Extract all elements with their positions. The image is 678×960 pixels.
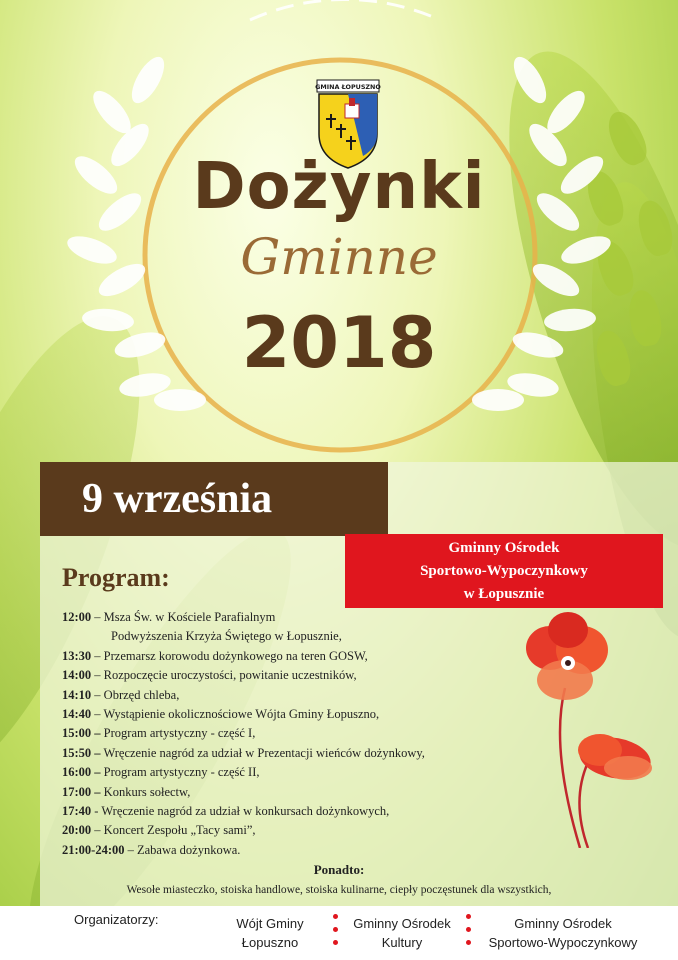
program-item: 12:00 – Msza Św. w Kościele Parafialnym — [62, 610, 276, 624]
program-item: 17:40 - Wręczenie nagród za udział w konkursach dożynkowych, — [62, 803, 390, 818]
poppy-flower — [526, 612, 608, 700]
program-item: 14:00 – Rozpoczęcie uroczystości, powitanie uczestników, — [62, 668, 357, 683]
program-item: 14:40 – Wystąpienie okolicznościowe Wójta Gminy Łopuszno, — [62, 706, 380, 721]
venue-box — [345, 534, 663, 608]
venue-line: w Łopusznie — [463, 585, 545, 602]
event-date: 9 września — [40, 462, 388, 536]
organizers-label: Organizatorzy: — [74, 912, 159, 927]
program-item: 13:30 – Przemarsz korowodu dożynkowego na teren GOSW, — [62, 648, 368, 663]
venue-line: Gminny Ośrodek — [448, 539, 560, 556]
program-item: 14:10 – Obrzęd chleba, — [62, 687, 180, 702]
poppy-flowers — [510, 608, 660, 848]
separator-dots — [466, 914, 472, 953]
organizers-footer — [0, 906, 678, 960]
venue-line: Sportowo-Wypoczynkowy — [420, 562, 588, 579]
organizer-gosw: Gminny Ośrodek Sportowo-Wypoczynkowy — [488, 916, 638, 950]
organizer-wojt: Wójt Gminy Łopuszno — [236, 916, 304, 950]
program-item: 20:00 – Koncert Zespołu „Tacy sami”, — [62, 823, 256, 838]
emblem-caption: GMINA ŁOPUSZNO — [315, 83, 381, 91]
program-item: 15:50 – Wręczenie nagród za udział w Prezentacji wieńców dożynkowy, — [62, 745, 425, 760]
program-item: Podwyższenia Krzyża Świętego w Łopusznie, — [111, 629, 342, 644]
program-item: 16:00 – Program artystyczny - część II, — [62, 765, 260, 780]
title-gminne: Gminne — [240, 228, 438, 286]
program-heading: Program: — [62, 563, 170, 592]
separator-dots — [333, 914, 339, 953]
organizer-gok: Gminny Ośrodek Kultury — [353, 916, 451, 950]
program-item: 21:00-24:00 – Zabawa dożynkowa. — [62, 842, 241, 857]
extra-heading: Ponadto: — [313, 862, 365, 877]
title-dozynki: Dożynki — [192, 150, 486, 224]
extra-text: Wesołe miasteczko, stoiska handlowe, stoiska kulinarne, ciepły poczęstunek dla wszystkich, — [126, 884, 552, 896]
program-item: 17:00 – Konkurs sołectw, — [62, 784, 191, 799]
program-item: 15:00 – Program artystyczny - część I, — [62, 726, 256, 741]
title-year: 2018 — [241, 302, 437, 384]
poppy-bud — [576, 732, 654, 784]
